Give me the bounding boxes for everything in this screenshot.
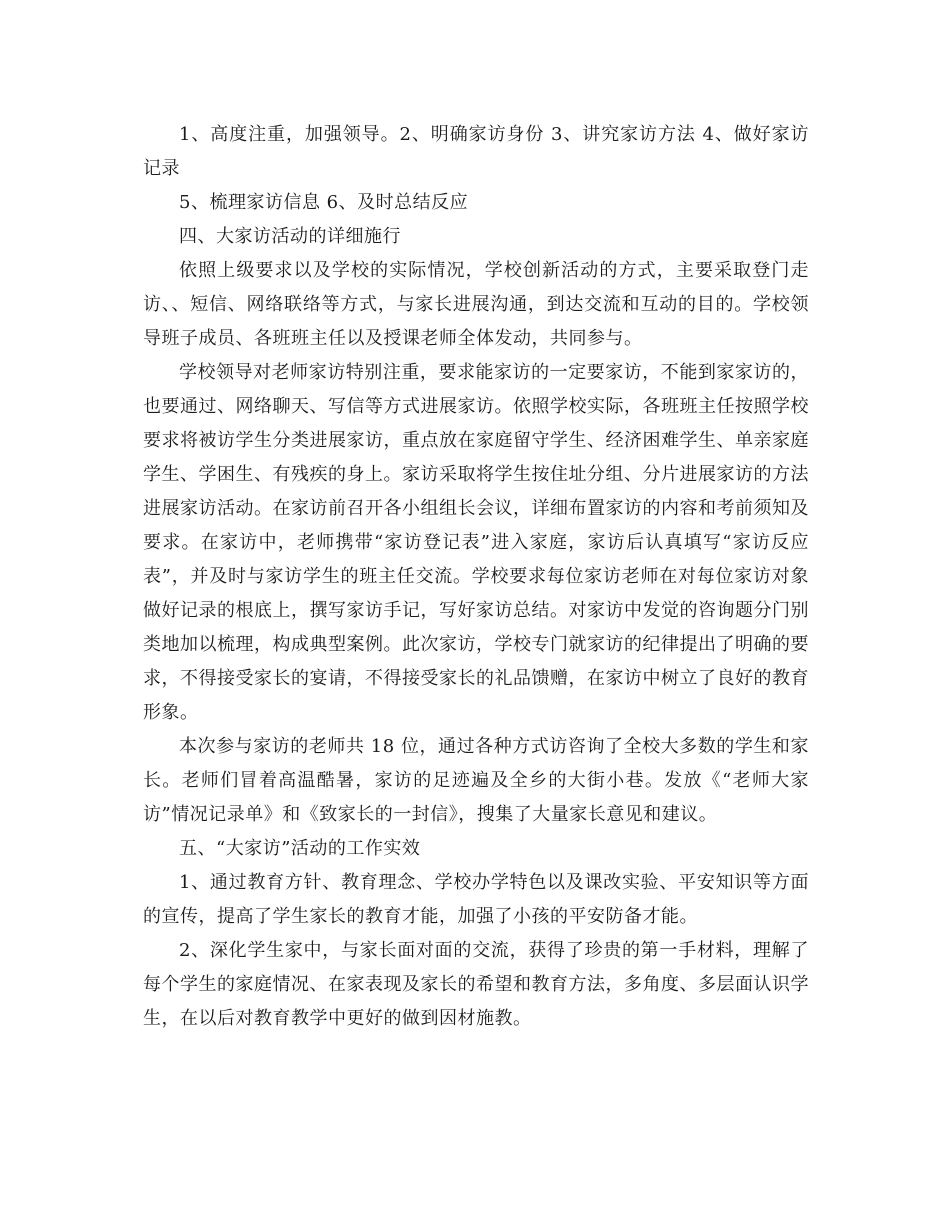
document-body [143,118,809,1036]
paragraph-6: 1、通过教育方针、教育理念、学校办学特色以及课改实验、平安知识等方面的宣传，提高了学生家长的教育才能，加强了小孩的平安防备才能。 [143,872,809,927]
paragraph-5: 本次参与家访的老师共 18 位，通过各种方式访咨询了全校大多数的学生和家长。老师们冒着高温酷暑，家访的足迹遍及全乡的大街小巷。发放《“老师大家访”情况记录单》和《致家长的一封信》，搜集了大量家长意见和建议。 [143,736,809,825]
paragraph-2: 5、梳理家访信息 6、及时总结反应 [179,192,469,213]
paragraph-7: 2、深化学生家中，与家长面对面的交流，获得了珍贵的第一手材料，理解了每个学生的家庭情况、在家表现及家长的希望和教育方法，多角度、多层面认识学生，在以后对教育教学中更好的做到因材施教。 [143,940,809,1029]
section-heading-5: 五、“大家访”活动的工作实效 [179,838,421,859]
section-heading-4: 四、大家访活动的详细施行 [179,226,401,247]
paragraph-3: 依照上级要求以及学校的实际情况，学校创新活动的方式，主要采取登门走访、、短信、网络联络等方式，与家长进展沟通，到达交流和互动的目的。学校领导班子成员、各班班主任以及授课老师全体发动，共同参与。 [143,260,809,349]
paragraph-1: 1、高度注重，加强领导。2、明确家访身份 3、讲究家访方法 4、做好家访记录 [143,124,809,179]
paragraph-4: 学校领导对老师家访特别注重，要求能家访的一定要家访，不能到家家访的，也要通过、网络聊天、写信等方式进展家访。依照学校实际，各班班主任按照学校要求将被访学生分类进展家访，重点放在家庭留守学生、经济困难学生、单亲家庭学生、学困生、有残疾的身上。家访采取将学生按住址分组、分片进展家访的方法进展家访活动。在家访前召开各小组组长会议，详细布置家访的内容和考前须知及要求。在家访中，老师携带“家访登记表”进入家庭，家访后认真填写“家访反应表”，并及时与家访学生的班主任交流。学校要求每位家访老师在对每位家访对象做好记录的根底上，撰写家访手记，写好家访总结。对家访中发觉的咨询题分门别类地加以梳理，构成典型案例。此次家访，学校专门就家访的纪律提出了明确的要求，不得接受家长的宴请，不得接受家长的礼品馈赠，在家访中树立了良好的教育形象。 [143,362,809,723]
